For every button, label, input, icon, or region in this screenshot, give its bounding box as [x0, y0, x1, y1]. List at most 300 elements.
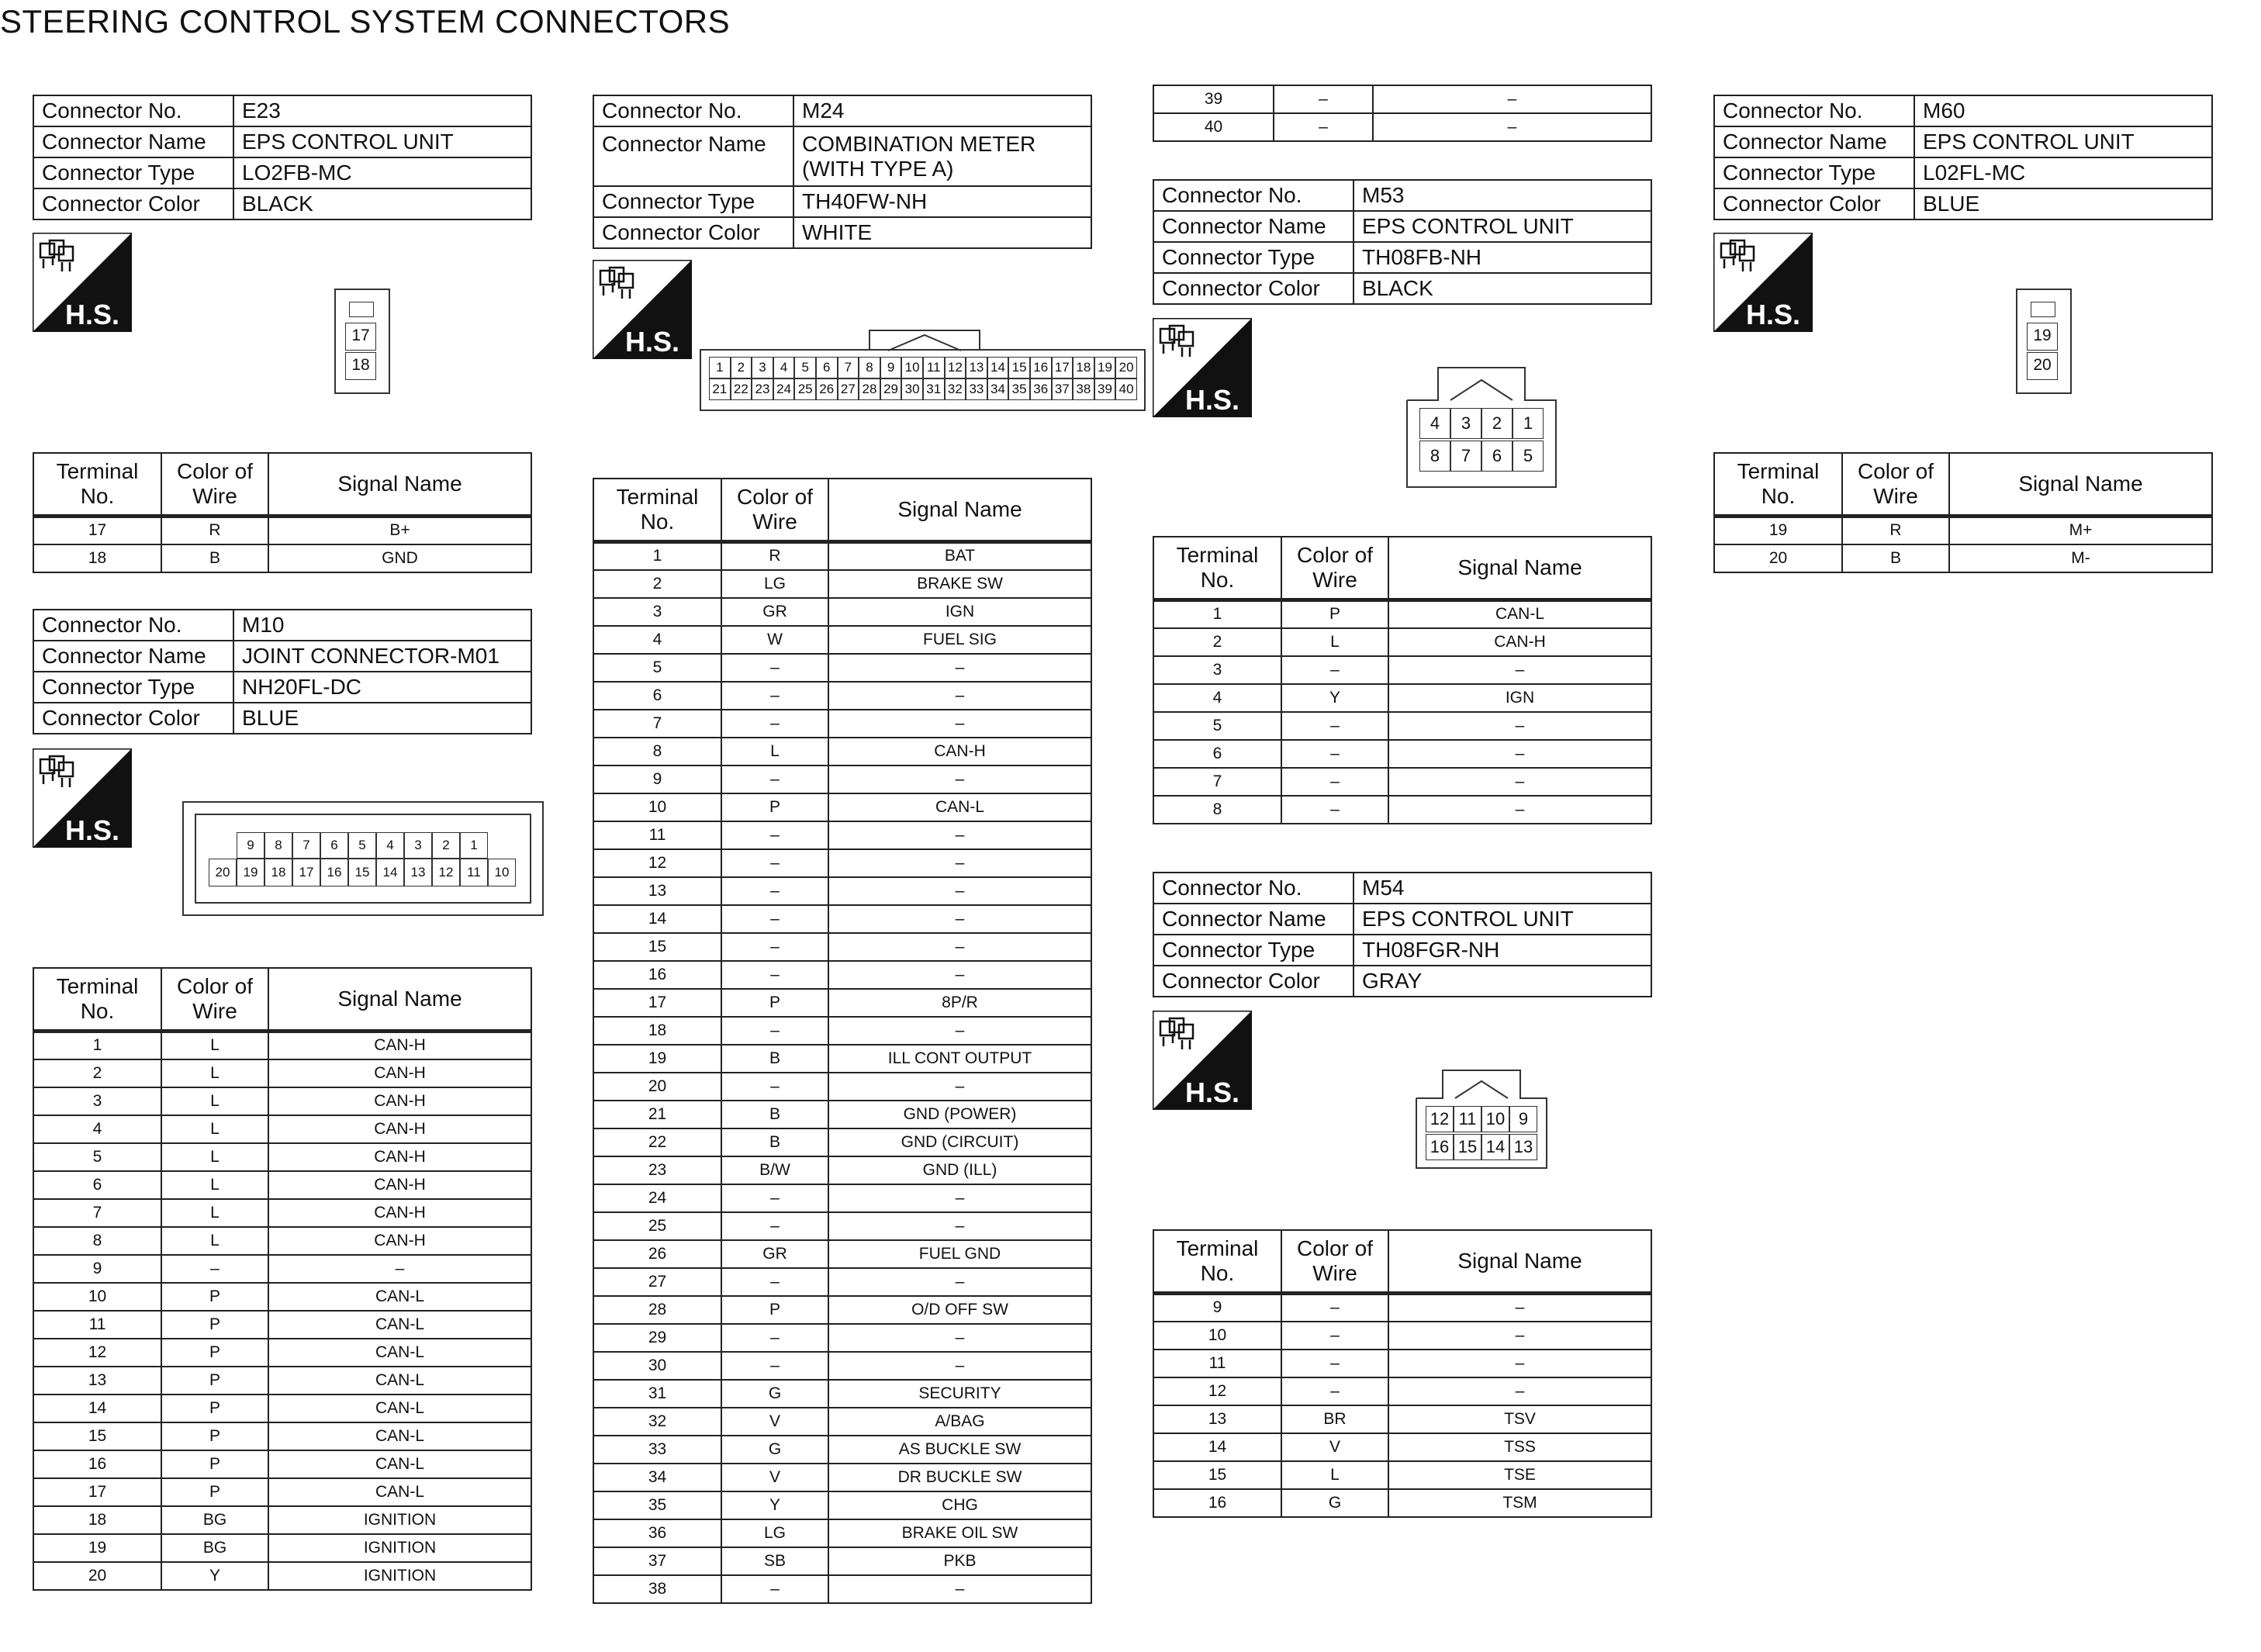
pin: 10: [488, 859, 516, 886]
table-row: [33, 1562, 531, 1590]
pin: 1: [460, 832, 488, 859]
signal-name: –: [1373, 113, 1651, 141]
terminal-no: 8: [593, 738, 721, 766]
signal-name: IGNITION: [268, 1562, 531, 1590]
table-row: [593, 1184, 1091, 1212]
info-label: Connector Type: [33, 157, 233, 188]
terminal-no: 9: [593, 766, 721, 793]
info-label: Connector Type: [1153, 242, 1353, 273]
terminal-no: 10: [593, 793, 721, 821]
table-row: [593, 1156, 1091, 1184]
table-row: [593, 821, 1091, 849]
connector-face-m10: [182, 801, 544, 916]
harness-side-icon: [33, 233, 132, 332]
signal-name: –: [828, 961, 1091, 989]
signal-name: CAN-L: [268, 1311, 531, 1339]
pin: 3: [1450, 408, 1481, 439]
terminal-no: 13: [1153, 1405, 1281, 1433]
pin: 13: [1509, 1134, 1537, 1160]
pin: 25: [794, 378, 816, 400]
signal-name: A/BAG: [828, 1408, 1091, 1436]
info-label: Connector Type: [1714, 157, 1914, 188]
wire-color: P: [161, 1367, 268, 1395]
terminal-no: 13: [33, 1367, 161, 1395]
connector-type-value: NH20FL-DC: [233, 672, 531, 703]
table-row: [593, 989, 1091, 1017]
terminal-no: 11: [33, 1311, 161, 1339]
signal-name: FUEL SIG: [828, 626, 1091, 654]
table-row: [593, 766, 1091, 793]
terminal-no: 20: [1714, 544, 1842, 572]
connector-info-table: [1153, 179, 1652, 305]
terminal-no: 24: [593, 1184, 721, 1212]
table-row: [593, 1464, 1091, 1491]
terminal-no: 34: [593, 1464, 721, 1491]
pin: 12: [1426, 1106, 1454, 1132]
connector-m24-info: [593, 95, 1092, 249]
connector-name-value: EPS CONTROL UNIT: [233, 126, 531, 157]
column-header: Signal Name: [828, 479, 1091, 542]
table-row: [1153, 1294, 1651, 1322]
terminal-no: 12: [593, 849, 721, 877]
signal-name: –: [828, 1073, 1091, 1101]
info-label: Connector Type: [33, 672, 233, 703]
terminal-no: 1: [33, 1032, 161, 1059]
terminal-no: 32: [593, 1408, 721, 1436]
wire-color: P: [161, 1395, 268, 1422]
connector-info-table: [1153, 872, 1652, 997]
terminal-no: 29: [593, 1324, 721, 1352]
wire-color: L: [161, 1087, 268, 1115]
signal-name: CAN-H: [1388, 628, 1651, 656]
table-row: [33, 1478, 531, 1506]
pin: 35: [1008, 378, 1030, 400]
signal-name: IGNITION: [268, 1506, 531, 1534]
table-row: [1153, 684, 1651, 712]
signal-name: –: [828, 877, 1091, 905]
connector-name-value: JOINT CONNECTOR-M01: [233, 641, 531, 672]
svg-text:H.S.: H.S.: [64, 299, 119, 330]
signal-name: –: [828, 1575, 1091, 1603]
table-row: [1153, 85, 1651, 113]
signal-name: B+: [268, 517, 531, 544]
info-label: Connector Type: [1153, 935, 1353, 966]
signal-name: CAN-H: [268, 1059, 531, 1087]
wire-color: –: [721, 961, 828, 989]
wire-color: –: [721, 1017, 828, 1045]
pin: 19: [237, 859, 264, 886]
wire-color: LG: [721, 1519, 828, 1547]
pin: 37: [1052, 378, 1073, 400]
terminal-no: 26: [593, 1240, 721, 1268]
signal-name: –: [1388, 1294, 1651, 1322]
connector-no-value: M10: [233, 610, 531, 641]
terminal-no: 40: [1153, 113, 1274, 141]
table-row: [593, 1352, 1091, 1380]
table-row: [593, 1436, 1091, 1464]
table-row: [593, 1017, 1091, 1045]
table-row: [593, 682, 1091, 710]
terminal-no: 39: [1153, 85, 1274, 113]
terminal-no: 17: [33, 517, 161, 544]
table-row: [593, 1491, 1091, 1519]
terminal-no: 7: [1153, 768, 1281, 796]
terminal-table-m60: [1713, 452, 2213, 573]
info-label: Connector Type: [593, 186, 793, 217]
table-row: [593, 1073, 1091, 1101]
signal-name: CAN-H: [268, 1115, 531, 1143]
connector-color-value: BLUE: [1914, 188, 2212, 219]
pin: 14: [376, 859, 404, 886]
terminal-table-e23: [33, 452, 532, 573]
terminal-no: 35: [593, 1491, 721, 1519]
signal-name: –: [1388, 712, 1651, 740]
table-row: [1153, 1350, 1651, 1377]
pin: 33: [966, 378, 987, 400]
table-row: [1153, 1377, 1651, 1405]
signal-name: CAN-H: [268, 1227, 531, 1255]
wire-color: P: [721, 989, 828, 1017]
table-row: [593, 1519, 1091, 1547]
table-row: [33, 517, 531, 544]
table-row: [33, 1395, 531, 1422]
connector-face-m60: [2016, 289, 2072, 394]
connector-name-value: EPS CONTROL UNIT: [1353, 211, 1651, 242]
table-row: [593, 626, 1091, 654]
signal-name: TSV: [1388, 1405, 1651, 1433]
wire-color: L: [161, 1143, 268, 1171]
info-label: Connector No.: [1714, 95, 1914, 126]
wire-color: L: [161, 1171, 268, 1199]
terminal-no: 15: [33, 1422, 161, 1450]
svg-text:H.S.: H.S.: [64, 814, 119, 846]
terminal-no: 18: [33, 544, 161, 572]
terminal-no: 14: [1153, 1433, 1281, 1461]
connector-info-table: [593, 95, 1092, 249]
table-row: [593, 1128, 1091, 1156]
signal-name: CHG: [828, 1491, 1091, 1519]
wire-color: L: [161, 1199, 268, 1227]
pin: 16: [1030, 357, 1052, 378]
pin: 34: [987, 378, 1009, 400]
harness-side-icon: [593, 260, 692, 359]
connector-m53-info: [1153, 179, 1652, 305]
signal-name: –: [828, 682, 1091, 710]
pin: 36: [1030, 378, 1052, 400]
terminal-no: 4: [1153, 684, 1281, 712]
pin: 13: [966, 357, 987, 378]
pin: 28: [859, 378, 880, 400]
terminal-table-m24: [593, 478, 1092, 1604]
wire-color: L: [721, 738, 828, 766]
wire-color: B: [161, 544, 268, 572]
wire-color: GR: [721, 1240, 828, 1268]
pin: 2: [1481, 408, 1513, 439]
pin: 32: [945, 378, 966, 400]
wire-color: –: [1281, 768, 1388, 796]
table-row: [1153, 740, 1651, 768]
pin: 2: [731, 357, 752, 378]
connector-color-value: BLUE: [233, 703, 531, 734]
signal-name: CAN-L: [268, 1395, 531, 1422]
pin: 17: [345, 323, 376, 351]
wire-color: –: [721, 1184, 828, 1212]
terminal-no: 17: [593, 989, 721, 1017]
table-row: [33, 1534, 531, 1562]
signal-name: CAN-L: [828, 793, 1091, 821]
harness-side-icon: [1153, 318, 1252, 417]
connector-color-value: BLACK: [233, 188, 531, 219]
pin: 16: [1426, 1134, 1454, 1160]
info-label: Connector No.: [593, 95, 793, 126]
signal-name: CAN-L: [268, 1283, 531, 1311]
wire-color: –: [721, 766, 828, 793]
signal-name: –: [828, 1352, 1091, 1380]
connector-no-value: M53: [1353, 180, 1651, 211]
pin: 27: [838, 378, 859, 400]
pin: 18: [264, 859, 292, 886]
terminal-no: 7: [33, 1199, 161, 1227]
table-row: [593, 905, 1091, 933]
terminal-no: 19: [33, 1534, 161, 1562]
pin: 19: [2027, 323, 2058, 351]
terminal-no: 14: [33, 1395, 161, 1422]
wire-color: BR: [1281, 1405, 1388, 1433]
signal-name: M-: [1949, 544, 2212, 572]
wire-color: Y: [1281, 684, 1388, 712]
pin: 22: [731, 378, 752, 400]
signal-name: CAN-L: [268, 1450, 531, 1478]
column-header: Color of Wire: [1842, 453, 1949, 517]
signal-name: CAN-H: [828, 738, 1091, 766]
pin: 15: [348, 859, 376, 886]
connector-name-value: COMBINATION METER (WITH TYPE A): [793, 126, 1091, 186]
wire-color: L: [1281, 628, 1388, 656]
pin: 40: [1115, 378, 1137, 400]
column-header: Terminal No.: [1153, 1230, 1281, 1294]
column-header: Terminal No.: [33, 453, 161, 517]
wire-color: –: [721, 877, 828, 905]
terminal-no: 3: [33, 1087, 161, 1115]
wire-color: –: [721, 821, 828, 849]
wire-color: SB: [721, 1547, 828, 1575]
pin: 6: [1481, 441, 1513, 472]
signal-name: CAN-H: [268, 1171, 531, 1199]
wire-color: –: [1281, 1377, 1388, 1405]
wire-color: GR: [721, 598, 828, 626]
wire-color: –: [721, 1212, 828, 1240]
pin: 13: [404, 859, 432, 886]
info-label: Connector Name: [1153, 904, 1353, 935]
pin: 5: [1513, 441, 1544, 472]
signal-name: GND (ILL): [828, 1156, 1091, 1184]
signal-name: –: [828, 766, 1091, 793]
wire-color: B: [721, 1045, 828, 1073]
pin: 17: [292, 859, 320, 886]
connector-no-value: E23: [233, 95, 531, 126]
signal-name: FUEL GND: [828, 1240, 1091, 1268]
terminal-table-m53: [1153, 536, 1652, 824]
wire-color: P: [161, 1311, 268, 1339]
svg-text:H.S.: H.S.: [624, 326, 679, 358]
wire-color: –: [1281, 796, 1388, 824]
wire-color: –: [721, 654, 828, 682]
wire-color: –: [721, 1575, 828, 1603]
signal-name: SECURITY: [828, 1380, 1091, 1408]
connector-m60-info: [1713, 95, 2213, 220]
signal-name: PKB: [828, 1547, 1091, 1575]
pin: 6: [320, 832, 348, 859]
table-row: [33, 1032, 531, 1059]
pin: 8: [859, 357, 880, 378]
pin: 30: [901, 378, 923, 400]
wire-color: –: [1274, 85, 1373, 113]
table-row: [1153, 628, 1651, 656]
column-header: Terminal No.: [593, 479, 721, 542]
signal-name: –: [828, 905, 1091, 933]
table-row: [593, 1240, 1091, 1268]
pin: 9: [237, 832, 264, 859]
pin: 11: [923, 357, 945, 378]
table-row: [1153, 1405, 1651, 1433]
terminal-no: 13: [593, 877, 721, 905]
connector-face-m54: [1415, 1069, 1548, 1170]
wire-color: G: [721, 1436, 828, 1464]
wire-color: –: [721, 933, 828, 961]
terminal-no: 20: [593, 1073, 721, 1101]
wire-color: –: [1281, 1350, 1388, 1377]
connector-no-value: M60: [1914, 95, 2212, 126]
table-row: [593, 1296, 1091, 1324]
page-title: STEERING CONTROL SYSTEM CONNECTORS: [0, 3, 731, 40]
pin: 8: [264, 832, 292, 859]
terminal-no: 18: [593, 1017, 721, 1045]
wire-color: –: [721, 1324, 828, 1352]
terminal-no: 5: [593, 654, 721, 682]
table-row: [1153, 113, 1651, 141]
signal-name: BRAKE SW: [828, 570, 1091, 598]
terminal-no: 36: [593, 1519, 721, 1547]
pin: 18: [345, 352, 376, 380]
signal-name: –: [828, 1268, 1091, 1296]
terminal-no: 37: [593, 1547, 721, 1575]
pin: 14: [1481, 1134, 1509, 1160]
connector-name-value: EPS CONTROL UNIT: [1353, 904, 1651, 935]
signal-name: CAN-H: [268, 1143, 531, 1171]
signal-name: –: [1388, 656, 1651, 684]
wire-color: Y: [721, 1491, 828, 1519]
connector-name-value: EPS CONTROL UNIT: [1914, 126, 2212, 157]
connector-face-m24: [700, 327, 1146, 410]
signal-name: DR BUCKLE SW: [828, 1464, 1091, 1491]
connector-face-m53: [1405, 366, 1557, 489]
connector-type-value: L02FL-MC: [1914, 157, 2212, 188]
pin: 39: [1094, 378, 1116, 400]
wire-color: P: [1281, 600, 1388, 628]
signal-name: M+: [1949, 517, 2212, 544]
info-label: Connector Name: [593, 126, 793, 186]
table-row: [1153, 768, 1651, 796]
terminal-no: 4: [33, 1115, 161, 1143]
column-header: Signal Name: [1388, 1230, 1651, 1294]
pin: 1: [1513, 408, 1544, 439]
table-row: [33, 1227, 531, 1255]
info-label: Connector Color: [1714, 188, 1914, 219]
table-row: [1153, 600, 1651, 628]
connector-face-e23: [334, 289, 390, 394]
pin: 11: [1454, 1106, 1481, 1132]
wire-color: P: [161, 1339, 268, 1367]
column-header: Terminal No.: [1714, 453, 1842, 517]
pin: 2: [432, 832, 460, 859]
pin: 17: [1052, 357, 1073, 378]
connector-color-value: GRAY: [1353, 966, 1651, 997]
table-row: [33, 1339, 531, 1367]
wire-color: –: [1281, 1294, 1388, 1322]
signal-name: GND (CIRCUIT): [828, 1128, 1091, 1156]
table-row: [593, 654, 1091, 682]
signal-name: –: [1388, 768, 1651, 796]
signal-name: IGNITION: [268, 1534, 531, 1562]
wire-color: –: [721, 710, 828, 738]
column-header: Signal Name: [1388, 537, 1651, 600]
terminal-no: 12: [1153, 1377, 1281, 1405]
table-row: [1153, 1433, 1651, 1461]
table-row: [593, 542, 1091, 570]
pin: 19: [1094, 357, 1116, 378]
column-header: Color of Wire: [1281, 1230, 1388, 1294]
harness-side-icon: [33, 748, 132, 848]
table-row: [593, 738, 1091, 766]
wire-color: –: [161, 1255, 268, 1283]
terminal-no: 15: [1153, 1461, 1281, 1489]
table-row: [33, 1143, 531, 1171]
table-row: [1714, 544, 2212, 572]
table-row: [33, 1171, 531, 1199]
signal-name: CAN-L: [268, 1422, 531, 1450]
pin: 7: [838, 357, 859, 378]
connector-no-value: M24: [793, 95, 1091, 126]
signal-name: –: [828, 821, 1091, 849]
terminal-no: 16: [1153, 1489, 1281, 1517]
pin: 10: [1481, 1106, 1509, 1132]
terminal-no: 31: [593, 1380, 721, 1408]
table-row: [33, 544, 531, 572]
table-row: [593, 1547, 1091, 1575]
table-row: [593, 1324, 1091, 1352]
wire-color: R: [1842, 517, 1949, 544]
signal-name: CAN-L: [268, 1339, 531, 1367]
terminal-no: 23: [593, 1156, 721, 1184]
signal-name: –: [1388, 796, 1651, 824]
signal-name: CAN-L: [268, 1478, 531, 1506]
svg-text:H.S.: H.S.: [1745, 299, 1800, 330]
pin: 12: [432, 859, 460, 886]
column-header: Color of Wire: [161, 968, 268, 1032]
wire-color: L: [1281, 1461, 1388, 1489]
table-row: [593, 710, 1091, 738]
terminal-no: 19: [593, 1045, 721, 1073]
harness-side-icon: [1713, 233, 1813, 332]
table-row: [33, 1311, 531, 1339]
terminal-no: 3: [593, 598, 721, 626]
table-row: [593, 1268, 1091, 1296]
info-label: Connector No.: [1153, 180, 1353, 211]
signal-name: –: [1373, 85, 1651, 113]
connector-m10-info: [33, 609, 532, 734]
column-header: Color of Wire: [721, 479, 828, 542]
pin: 10: [901, 357, 923, 378]
